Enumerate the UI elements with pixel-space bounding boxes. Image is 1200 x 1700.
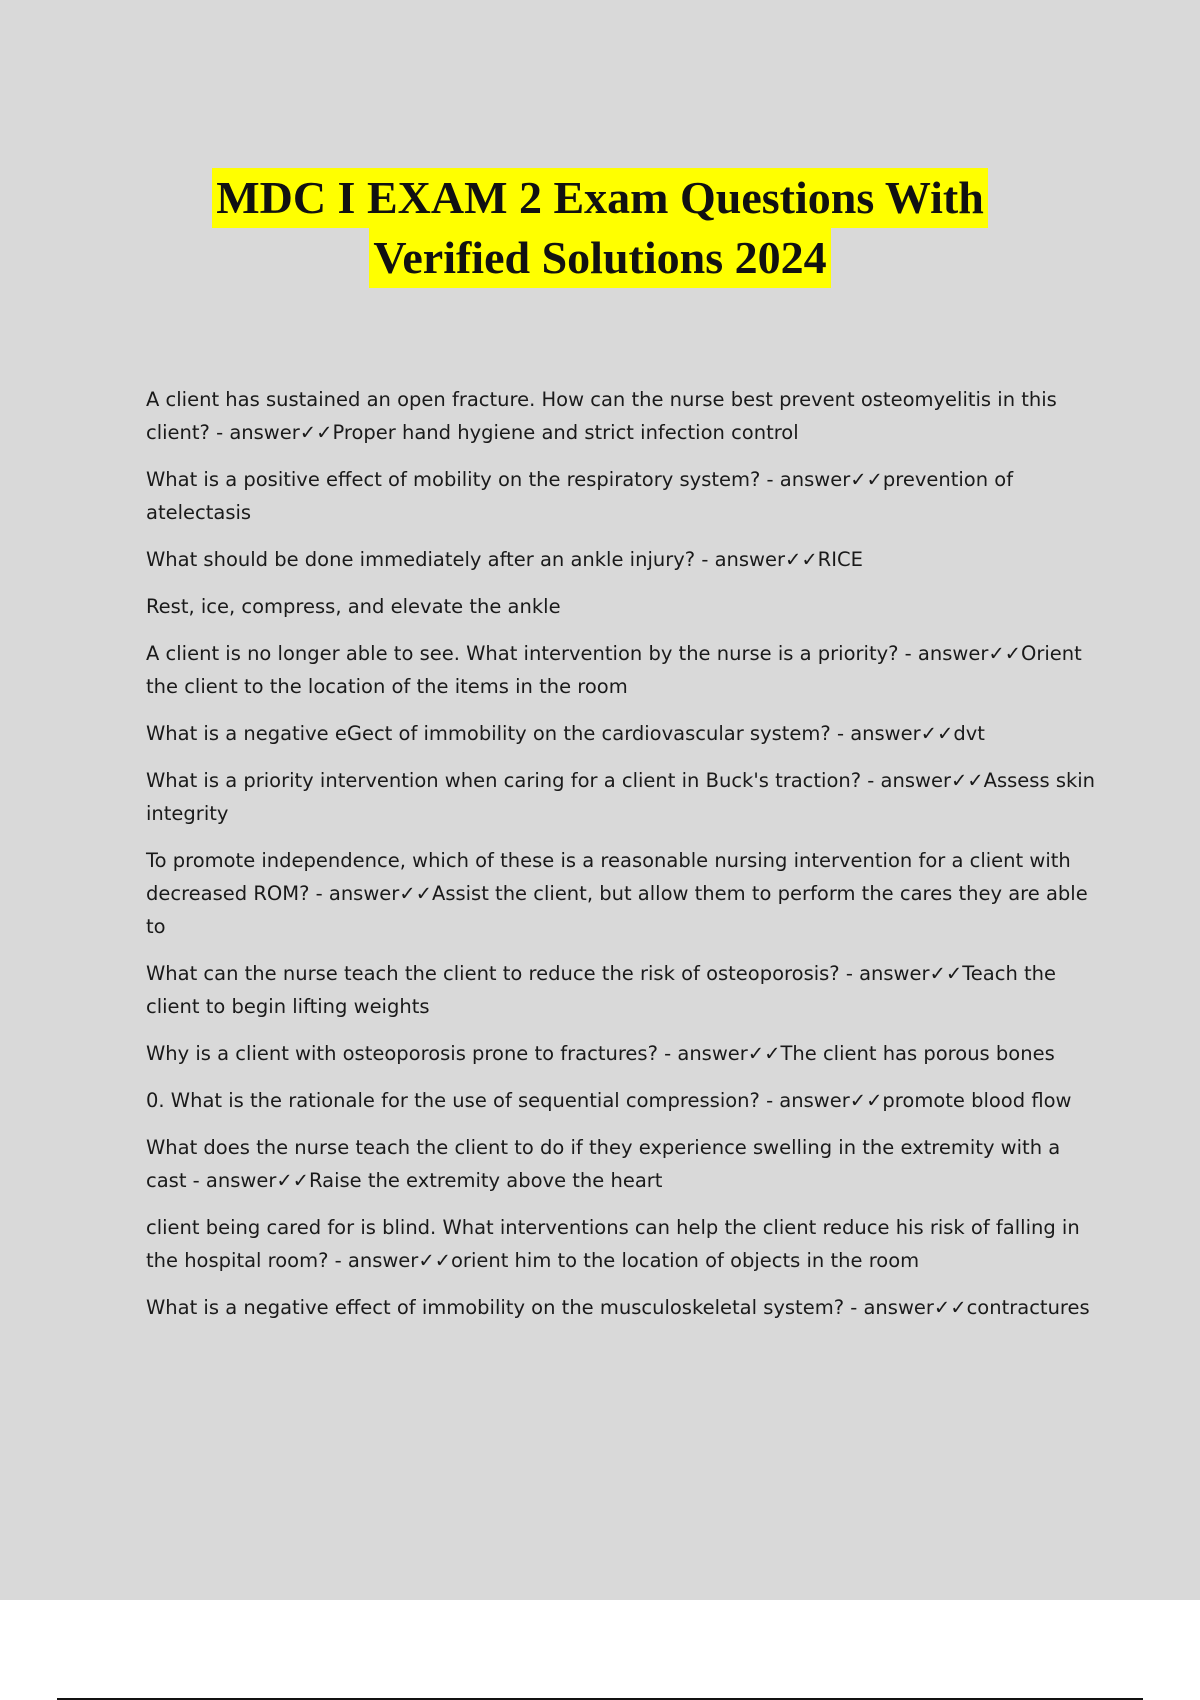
qa-item: To promote independence, which of these is a reasonable nursing intervention for a client with decreased ROM? - answer✓✓Assist the client, but allow them to perform the cares they are able to	[146, 849, 1088, 938]
title-line-2: Verified Solutions 2024	[369, 228, 830, 288]
qa-item: What is a positive effect of mobility on the respiratory system? - answer✓✓prevention of atelectasis	[146, 468, 1014, 524]
qa-item: What does the nurse teach the client to do if they experience swelling in the extremity with a cast - answer✓✓Raise the extremity above the heart	[146, 1136, 1061, 1192]
qa-item: What is a priority intervention when caring for a client in Buck's traction? - answer✓✓Assess skin integrity	[146, 769, 1096, 825]
qa-item: Why is a client with osteoporosis prone to fractures? - answer✓✓The client has porous bones	[146, 1042, 1055, 1065]
qa-item: What can the nurse teach the client to reduce the risk of osteoporosis? - answer✓✓Teach the client to begin lifting weights	[146, 962, 1057, 1018]
qa-item: 0. What is the rationale for the use of sequential compression? - answer✓✓promote blood flow	[146, 1089, 1072, 1112]
question-answer-list	[146, 383, 1096, 1338]
qa-item: What should be done immediately after an ankle injury? - answer✓✓RICE	[146, 548, 863, 571]
qa-item: Rest, ice, compress, and elevate the ankle	[146, 595, 561, 618]
qa-item: A client has sustained an open fracture. How can the nurse best prevent osteomyelitis in this client? - answer✓✓Proper hand hygiene and strict infection control	[146, 388, 1057, 444]
qa-item: A client is no longer able to see. What intervention by the nurse is a priority? - answer✓✓Orient the client to the location of the items in the room	[146, 642, 1082, 698]
document-title	[0, 168, 1200, 288]
title-line-1: MDC I EXAM 2 Exam Questions With	[212, 168, 988, 228]
qa-item: What is a negative effect of immobility on the musculoskeletal system? - answer✓✓contractures	[146, 1296, 1090, 1319]
qa-item: What is a negative eGect of immobility on the cardiovascular system? - answer✓✓dvt	[146, 722, 985, 745]
qa-item: client being cared for is blind. What interventions can help the client reduce his risk of falling in the hospital room? - answer✓✓orient him to the location of objects in the room	[146, 1216, 1080, 1272]
